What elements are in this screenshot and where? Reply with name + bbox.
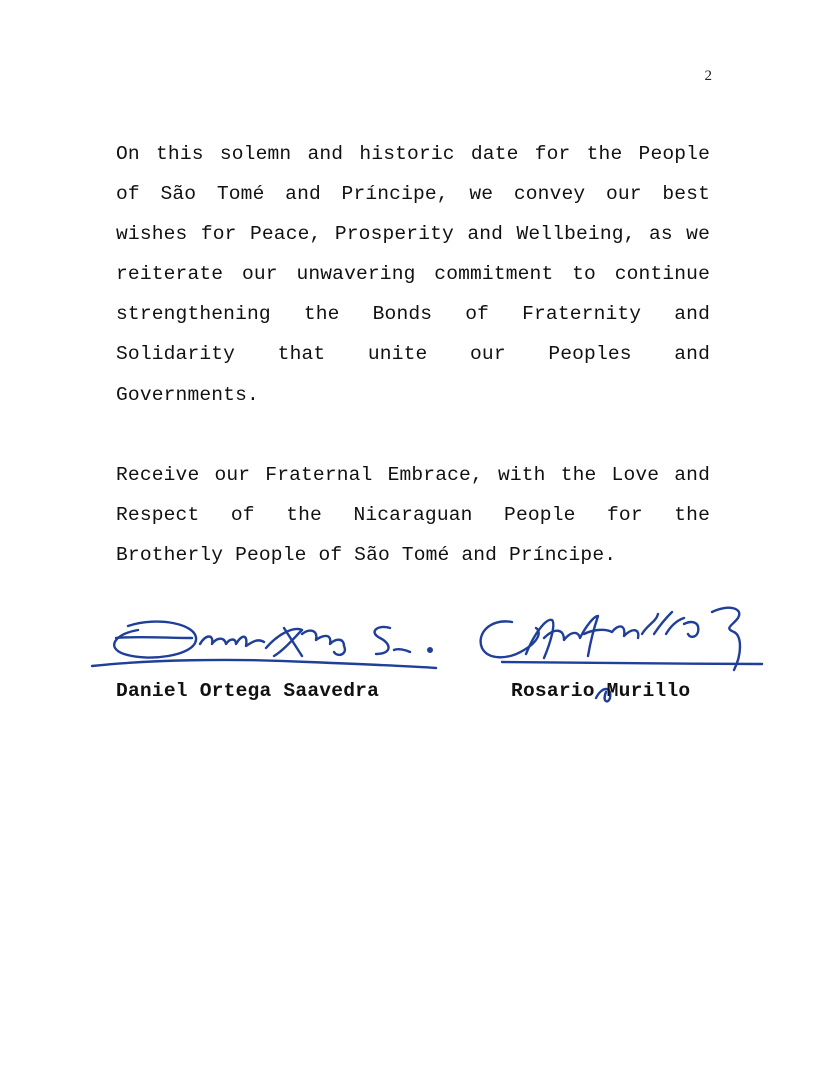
signer-name-left: Daniel Ortega Saavedra	[116, 680, 380, 702]
signature-daniel-ortega	[88, 598, 448, 678]
letter-paragraph-1: On this solemn and historic date for the People of São Tomé and Príncipe, we convey our best wishes for Peace, Prosperity and Wellbeing, as we reiterate our unwavering commitment to continue strengthening the Bonds of Fraternity and Solidarity that unite our Peoples and Governments.	[116, 143, 710, 406]
page-number: 2	[704, 68, 712, 84]
letter-paragraph-2: Receive our Fraternal Embrace, with the Love and Respect of the Nicaraguan People for the Brotherly People of São Tomé and Príncipe.	[116, 464, 710, 567]
signer-name-right: Rosario Murillo	[511, 680, 691, 702]
